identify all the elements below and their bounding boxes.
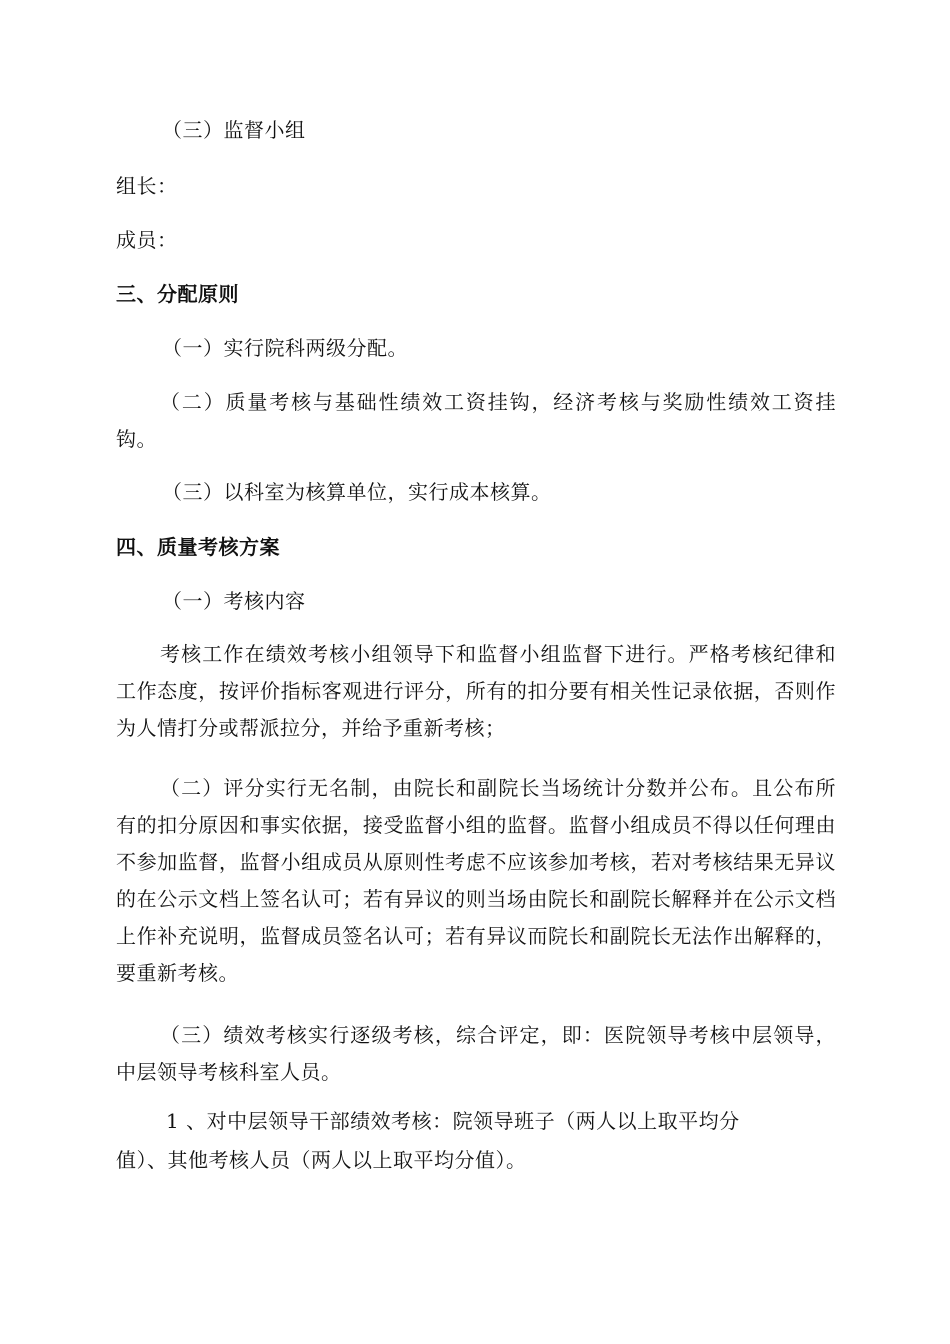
section-3-item-2: （二）质量考核与基础性绩效工资挂钩，经济考核与奖励性绩效工资挂钩。 — [116, 390, 836, 451]
section-4-item-2: （二）评分实行无名制，由院长和副院长当场统计分数并公布。且公布所有的扣分原因和事实依据，接受监督小组的监督。监督小组成员不得以任何理由不参加监督，监督小组成员从原则性考虑不应该参加考核，若对考核结果无异议的在公示文档上签名认可；若有异议的则当场由院长和副院长解释并在公示文档上作补充说明，监督成员签名认可；若有异议而院长和副院长无法作出解释的，要重新考核。 — [116, 776, 836, 985]
team-leader-label: 组长： — [116, 174, 178, 198]
subheading-supervision-group: （三）监督小组 — [162, 118, 306, 142]
members-label: 成员： — [116, 228, 178, 252]
section-4-paragraph-1: 考核工作在绩效考核小组领导下和监督小组监督下进行。严格考核纪律和工作态度，按评价指标客观进行评分，所有的扣分要有相关性记录依据，否则作为人情打分或帮派拉分，并给予重新考核； — [116, 642, 836, 740]
section-4-point-1-line-2: 值）、其他考核人员（两人以上取平均分值）。 — [116, 1148, 527, 1172]
section-4-point-1-line-1: 1 、对中层领导干部绩效考核：院领导班子（两人以上取平均分 — [166, 1109, 740, 1133]
section-3-item-1: （一）实行院科两级分配。 — [162, 336, 408, 360]
section-4-heading: 四、质量考核方案 — [116, 535, 280, 559]
section-4-item-3: （三）绩效考核实行逐级考核，综合评定，即：医院领导考核中层领导，中层领导考核科室人员。 — [116, 1023, 836, 1084]
section-4-subheading-content: （一）考核内容 — [162, 589, 306, 613]
section-3-heading: 三、分配原则 — [116, 282, 239, 306]
section-3-item-3: （三）以科室为核算单位，实行成本核算。 — [162, 480, 552, 504]
